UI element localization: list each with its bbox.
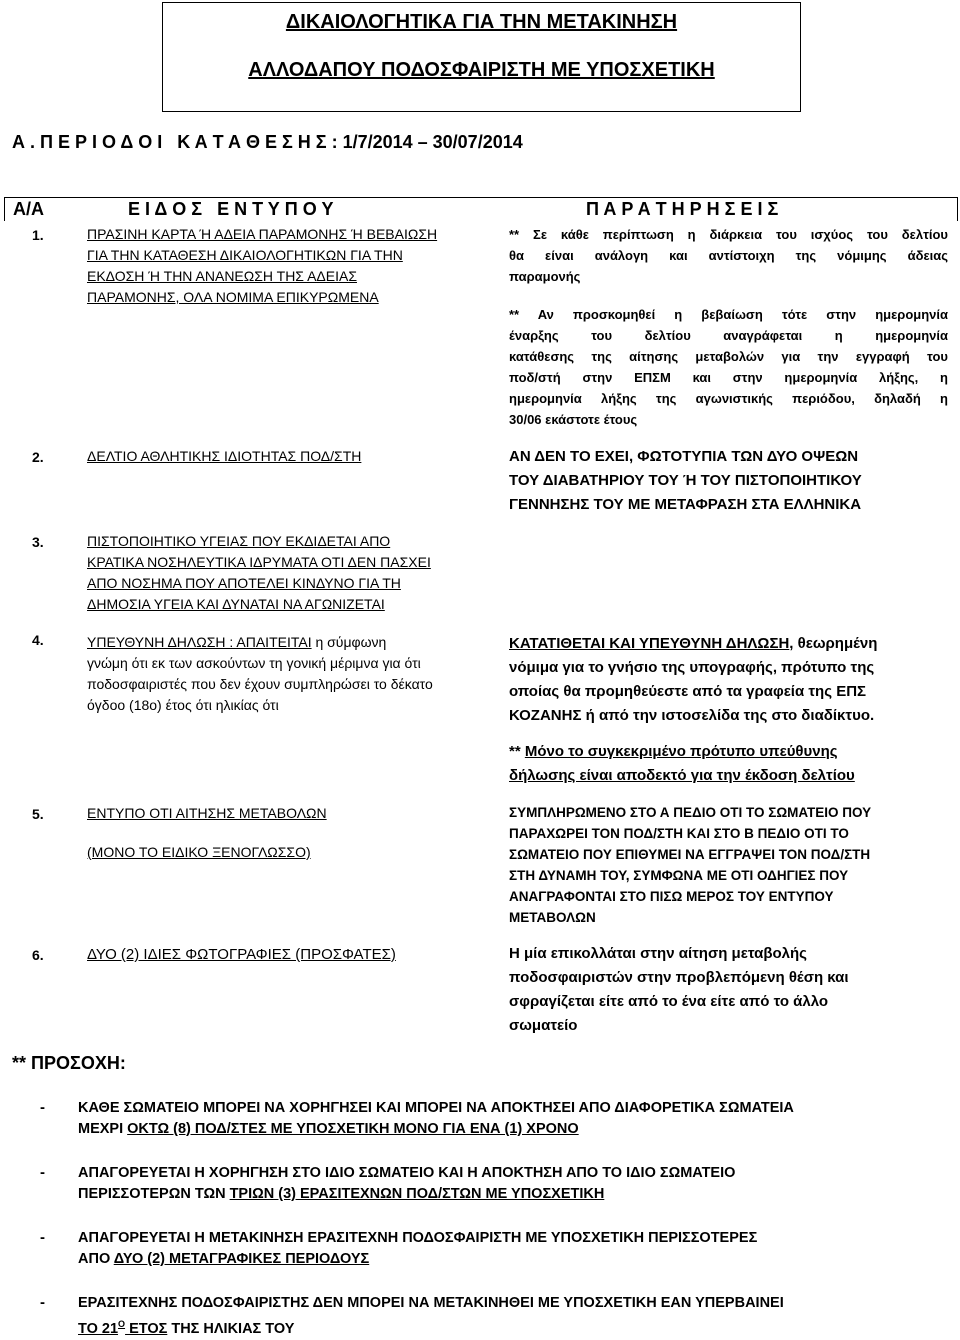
item-1-text	[87, 224, 497, 308]
note-line: σφραγίζεται είτε από το ένα είτε από το άλλο	[509, 993, 829, 1010]
bullet-dash: -	[40, 1229, 45, 1246]
note-line: ΣΥΜΠΛΗΡΩΜΕΝΟ ΣΤΟ Α ΠΕΔΙΟ ΟΤΙ ΤΟ ΣΩΜΑΤΕΙΟ ΠΟΥ	[509, 805, 872, 820]
item-4-head-rest: η σύμφωνη	[311, 634, 387, 650]
item-4-line: ποδοσφαιριστές που δεν έχουν συμπληρώσει το δέκατο	[87, 676, 433, 692]
item-5-line-2: (ΜΟΝΟ ΤΟ ΕΙΔΙΚΟ ΞΕΝΟΓΛΩΣΣΟ)	[87, 844, 311, 860]
bullet-text: ΑΠΟ	[78, 1251, 114, 1267]
table-header	[4, 197, 958, 221]
bullet-line: ΑΠΑΓΟΡΕΥΕΤΑΙ Η ΜΕΤΑΚΙΝΗΣΗ ΕΡΑΣΙΤΕΧΝΗ ΠΟΔΟΣΦΑΙΡΙΣΤΗ ΜΕ ΥΠΟΣΧΕΤΙΚΗ ΠΕΡΙΣΣΟΤΕΡΕΣ	[78, 1230, 758, 1246]
note-line: ΚΟΖΑΝΗΣ ή από την ιστοσελίδα της στο διαδίκτυο.	[509, 707, 875, 724]
item-3-line: ΠΙΣΤΟΠΟΙΗΤΙΚΟ ΥΓΕΙΑΣ ΠΟΥ ΕΚΔΙΔΕΤΑΙ ΑΠΟ	[87, 533, 391, 549]
item-3-line: ΑΠΟ ΝΟΣΗΜΑ ΠΟΥ ΑΠΟΤΕΛΕΙ ΚΙΝΔΥΝΟ ΓΙΑ ΤΗ	[87, 575, 401, 591]
note-line: κατάθεσης της αίτησης μεταβολών για την εγγραφή του	[509, 349, 948, 364]
item-4-line	[87, 632, 497, 653]
item-1-number: 1.	[32, 227, 44, 243]
item-2-number: 2.	[32, 449, 44, 465]
note-line	[509, 740, 949, 764]
item-4-number: 4.	[32, 632, 44, 648]
bullet-underlined: ΤΡΙΩΝ (3) ΕΡΑΣΙΤΕΧΝΩΝ ΠΟΔ/ΣΤΩΝ ΜΕ ΥΠΟΣΧΕΤΙΚΗ	[229, 1186, 605, 1202]
title-line-1: ΔΙΚΑΙΟΛΟΓΗΤΙΚΑ ΓΙΑ ΤΗΝ ΜΕΤΑΚΙΝΗΣΗ	[285, 11, 678, 33]
note-line	[509, 632, 949, 656]
item-6-number: 6.	[32, 947, 44, 963]
item-2-text: ΔΕΛΤΙΟ ΑΘΛΗΤΙΚΗΣ ΙΔΙΟΤΗΤΑΣ ΠΟΔ/ΣΤΗ	[87, 448, 362, 464]
attention-bullet-3	[78, 1228, 948, 1270]
attention-bullet-2	[78, 1163, 948, 1205]
item-3-line: ΚΡΑΤΙΚΑ ΝΟΣΗΛΕΥΤΙΚΑ ΙΔΡΥΜΑΤΑ ΟΤΙ ΔΕΝ ΠΑΣΧΕΙ	[87, 554, 431, 570]
item-3-text	[87, 531, 497, 615]
note-line: δήλωσης είναι αποδεκτό για την έκδοση δελτίου	[509, 767, 855, 784]
bullet-dash: -	[40, 1164, 45, 1181]
note-line: ΜΕΤΑΒΟΛΩΝ	[509, 910, 596, 925]
bullet-line: ΑΠΑΓΟΡΕΥΕΤΑΙ Η ΧΟΡΗΓΗΣΗ ΣΤΟ ΙΔΙΟ ΣΩΜΑΤΕΙΟ ΚΑΙ Η ΑΠΟΚΤΗΣΗ ΑΠΟ ΤΟ ΙΔΙΟ ΣΩΜΑΤΕΙΟ	[78, 1165, 736, 1181]
note-line: ΑΝΑΓΡΑΦΟΝΤΑΙ ΣΤΟ ΠΙΣΩ ΜΕΡΟΣ ΤΟΥ ΕΝΤΥΠΟΥ	[509, 889, 834, 904]
attention-label: ** ΠΡΟΣΟΧΗ:	[12, 1053, 126, 1073]
note-line: ΓΕΝΝΗΣΗΣ ΤΟΥ ΜΕ ΜΕΤΑΦΡΑΣΗ ΣΤΑ ΕΛΛΗΝΙΚΑ	[509, 496, 862, 513]
header-col-notes: Π Α Ρ Α Τ Η Ρ Η Σ Ε Ι Σ	[586, 199, 779, 219]
item-1-note-a	[509, 224, 948, 287]
item-3-number: 3.	[32, 534, 44, 550]
note-line: ** Αν προσκομηθεί η βεβαίωση τότε στην ημερομηνία	[509, 307, 948, 322]
item-1-line: ΓΙΑ ΤΗΝ ΚΑΤΑΘΕΣΗ ΔΙΚΑΙΟΛΟΓΗΤΙΚΩΝ ΓΙΑ ΤΗΝ	[87, 247, 403, 263]
attention-bullet-1	[78, 1098, 948, 1140]
item-6-text: ΔΥΟ (2) ΙΔΙΕΣ ΦΩΤΟΓΡΑΦΙΕΣ (ΠΡΟΣΦΑΤΕΣ)	[87, 946, 396, 963]
item-1-line: ΕΚΔΟΣΗ Ή ΤΗΝ ΑΝΑΝΕΩΣΗ ΤΗΣ ΑΔΕΙΑΣ	[87, 268, 357, 284]
note-line: σωματείο	[509, 1017, 578, 1034]
title-box	[162, 2, 801, 112]
note-line: ημερομηνία λήξης της αγωνιστικής περιόδου, δηλαδή η	[509, 391, 948, 406]
note-line: ΣΩΜΑΤΕΙΟ ΠΟΥ ΕΠΙΘΥΜΕΙ ΝΑ ΕΓΓΡΑΨΕΙ ΤΟΝ ΠΟΔ/ΣΤΗ	[509, 847, 871, 862]
item-4-line: γνώμη ότι εκ των ασκούντων τη γονική μέριμνα για ότι	[87, 655, 421, 671]
item-5-number: 5.	[32, 806, 44, 822]
bullet-line: ΕΡΑΣΙΤΕΧΝΗΣ ΠΟΔΟΣΦΑΙΡΙΣΤΗΣ ΔΕΝ ΜΠΟΡΕΙ ΝΑ ΜΕΤΑΚΙΝΗΘΕΙ ΜΕ ΥΠΟΣΧΕΤΙΚΗ ΕΑΝ ΥΠΕΡΒΑΙΝΕΙ	[78, 1295, 784, 1311]
item-5-note	[509, 802, 949, 928]
note-line: ΑΝ ΔΕΝ ΤΟ ΕΧΕΙ, ΦΩΤΟΤΥΠΙΑ ΤΩΝ ΔΥΟ ΟΨΕΩΝ	[509, 448, 859, 465]
bullet-dash: -	[40, 1099, 45, 1116]
item-1-line: ΠΡΑΣΙΝΗ ΚΑΡΤΑ Ή ΑΔΕΙΑ ΠΑΡΑΜΟΝΗΣ Ή ΒΕΒΑΙΩΣΗ	[87, 226, 438, 242]
note-line: παραμονής	[509, 269, 581, 284]
item-1-line: ΠΑΡΑΜΟΝΗΣ, ΟΛΑ ΝΟΜΙΜΑ ΕΠΙΚΥΡΩΜΕΝΑ	[87, 289, 379, 305]
item-3-line: ΔΗΜΟΣΙΑ ΥΓΕΙΑ ΚΑΙ ΔΥΝΑΤΑΙ ΝΑ ΑΓΩΝΙΖΕΤΑΙ	[87, 596, 385, 612]
item-4-note	[509, 632, 949, 728]
item-4-line: όγδοο (18ο) έτος ότι ηλικίας ότι	[87, 697, 279, 713]
item-4-note-head-rest: , θεωρημένη	[789, 635, 878, 652]
bullet-line	[78, 1184, 948, 1205]
item-4-note-2	[509, 740, 949, 788]
item-5-line-1: ΕΝΤΥΠΟ ΟΤΙ ΑΙΤΗΣΗΣ ΜΕΤΑΒΟΛΩΝ	[87, 805, 327, 821]
note-line: ** Σε κάθε περίπτωση η διάρκεια του ισχύος του δελτίου	[509, 227, 948, 242]
bullet-underlined: ΤΟ 21	[78, 1320, 119, 1337]
bullet-text: ΤΗΣ ΗΛΙΚΙΑΣ ΤΟΥ	[167, 1320, 295, 1337]
bullet-underlined: ΔΥΟ (2) ΜΕΤΑΓΡΑΦΙΚΕΣ ΠΕΡΙΟΔΟΥΣ	[113, 1251, 370, 1267]
note-line: 30/06 εκάστοτε έτους	[509, 412, 638, 427]
item-1-note-b	[509, 304, 948, 430]
bullet-underlined: ΕΤΟΣ	[125, 1320, 168, 1337]
note-line: νόμιμα για το γνήσιο της υπογραφής, πρότυπο της	[509, 659, 875, 676]
note-line: ΤΟΥ ΔΙΑΒΑΤΗΡΙΟΥ ΤΟΥ Ή ΤΟΥ ΠΙΣΤΟΠΟΙΗΤΙΚΟΥ	[509, 472, 862, 489]
item-4-head: ΥΠΕΥΘΥΝΗ ΔΗΛΩΣΗ : ΑΠΑΙΤΕΙΤΑΙ	[87, 634, 312, 650]
note-line: ΠΑΡΑΧΩΡΕΙ ΤΟΝ ΠΟΔ/ΣΤΗ ΚΑΙ ΣΤΟ Β ΠΕΔΙΟ ΟΤΙ ΤΟ	[509, 826, 849, 841]
bullet-dash: -	[40, 1294, 45, 1311]
note-line: Η μία επικολλάται στην αίτηση μεταβολής	[509, 945, 807, 962]
bullet-underlined: ΟΚΤΩ (8) ΠΟΔ/ΣΤΕΣ ΜΕ ΥΠΟΣΧΕΤΙΚΗ ΜΟΝΟ ΓΙΑ ΕΝΑ (1) ΧΡΟΝΟ	[127, 1121, 579, 1137]
note-prefix: **	[509, 743, 525, 760]
bullet-line: ΚΑΘΕ ΣΩΜΑΤΕΙΟ ΜΠΟΡΕΙ ΝΑ ΧΟΡΗΓΗΣΕΙ ΚΑΙ ΜΠΟΡΕΙ ΝΑ ΑΠΟΚΤΗΣΕΙ ΑΠΟ ΔΙΑΦΟΡΕΤΙΚΑ ΣΩΜΑΤΕΙΑ	[78, 1100, 794, 1116]
note-line: οποίας θα προμηθεύεστε από τα γραφεία της ΕΠΣ	[509, 683, 867, 700]
note-underlined: Μόνο το συγκεκριμένο πρότυπο υπεύθυνης	[524, 743, 838, 760]
header-col-type: Ε Ι Δ Ο Σ Ε Ν Τ Υ Π Ο Υ	[128, 199, 334, 219]
header-col-num: Α/Α	[13, 199, 44, 219]
period-heading: Α . Π Ε Ρ Ι Ο Δ Ο Ι Κ Α Τ Α Θ Ε Σ Η Σ : 1/7/2014 – 30/07/2014	[12, 132, 523, 152]
bullet-text: ΜΕΧΡΙ	[78, 1121, 128, 1137]
item-4-note-head: ΚΑΤΑΤΙΘΕΤΑΙ ΚΑΙ ΥΠΕΥΘΥΝΗ ΔΗΛΩΣΗ	[509, 635, 790, 652]
note-line: ποδ/στή στην ΕΠΣΜ και στην ημερομηνία λήξης, η	[509, 370, 948, 385]
item-6-note	[509, 942, 949, 1038]
bullet-text: ΠΕΡΙΣΣΟΤΕΡΩΝ ΤΩΝ	[78, 1186, 230, 1202]
note-line: ΣΤΗ ΔΥΝΑΜΗ ΤΟΥ, ΣΥΜΦΩΝΑ ΜΕ ΟΤΙ ΟΔΗΓΙΕΣ ΠΟΥ	[509, 868, 849, 883]
note-line: έναρξης του δελτίου αναγράφεται η ημερομηνία	[509, 328, 948, 343]
item-2-note	[509, 445, 949, 517]
bullet-line	[78, 1119, 948, 1140]
bullet-line	[78, 1249, 948, 1270]
note-line: ποδοσφαιριστών στην προβλεπόμενη θέση και	[509, 969, 849, 986]
title-line-2: ΑΛΛΟΔΑΠΟΥ ΠΟΔΟΣΦΑΙΡΙΣΤΗ ΜΕ ΥΠΟΣΧΕΤΙΚΗ	[248, 59, 715, 81]
item-4-text	[87, 632, 497, 716]
bullet-line	[78, 1314, 948, 1340]
note-line: θα είναι ανάλογη και αντίστοιχη της νόμιμης άδειας	[509, 248, 948, 263]
bullet-superscript: Ο	[118, 1319, 126, 1329]
